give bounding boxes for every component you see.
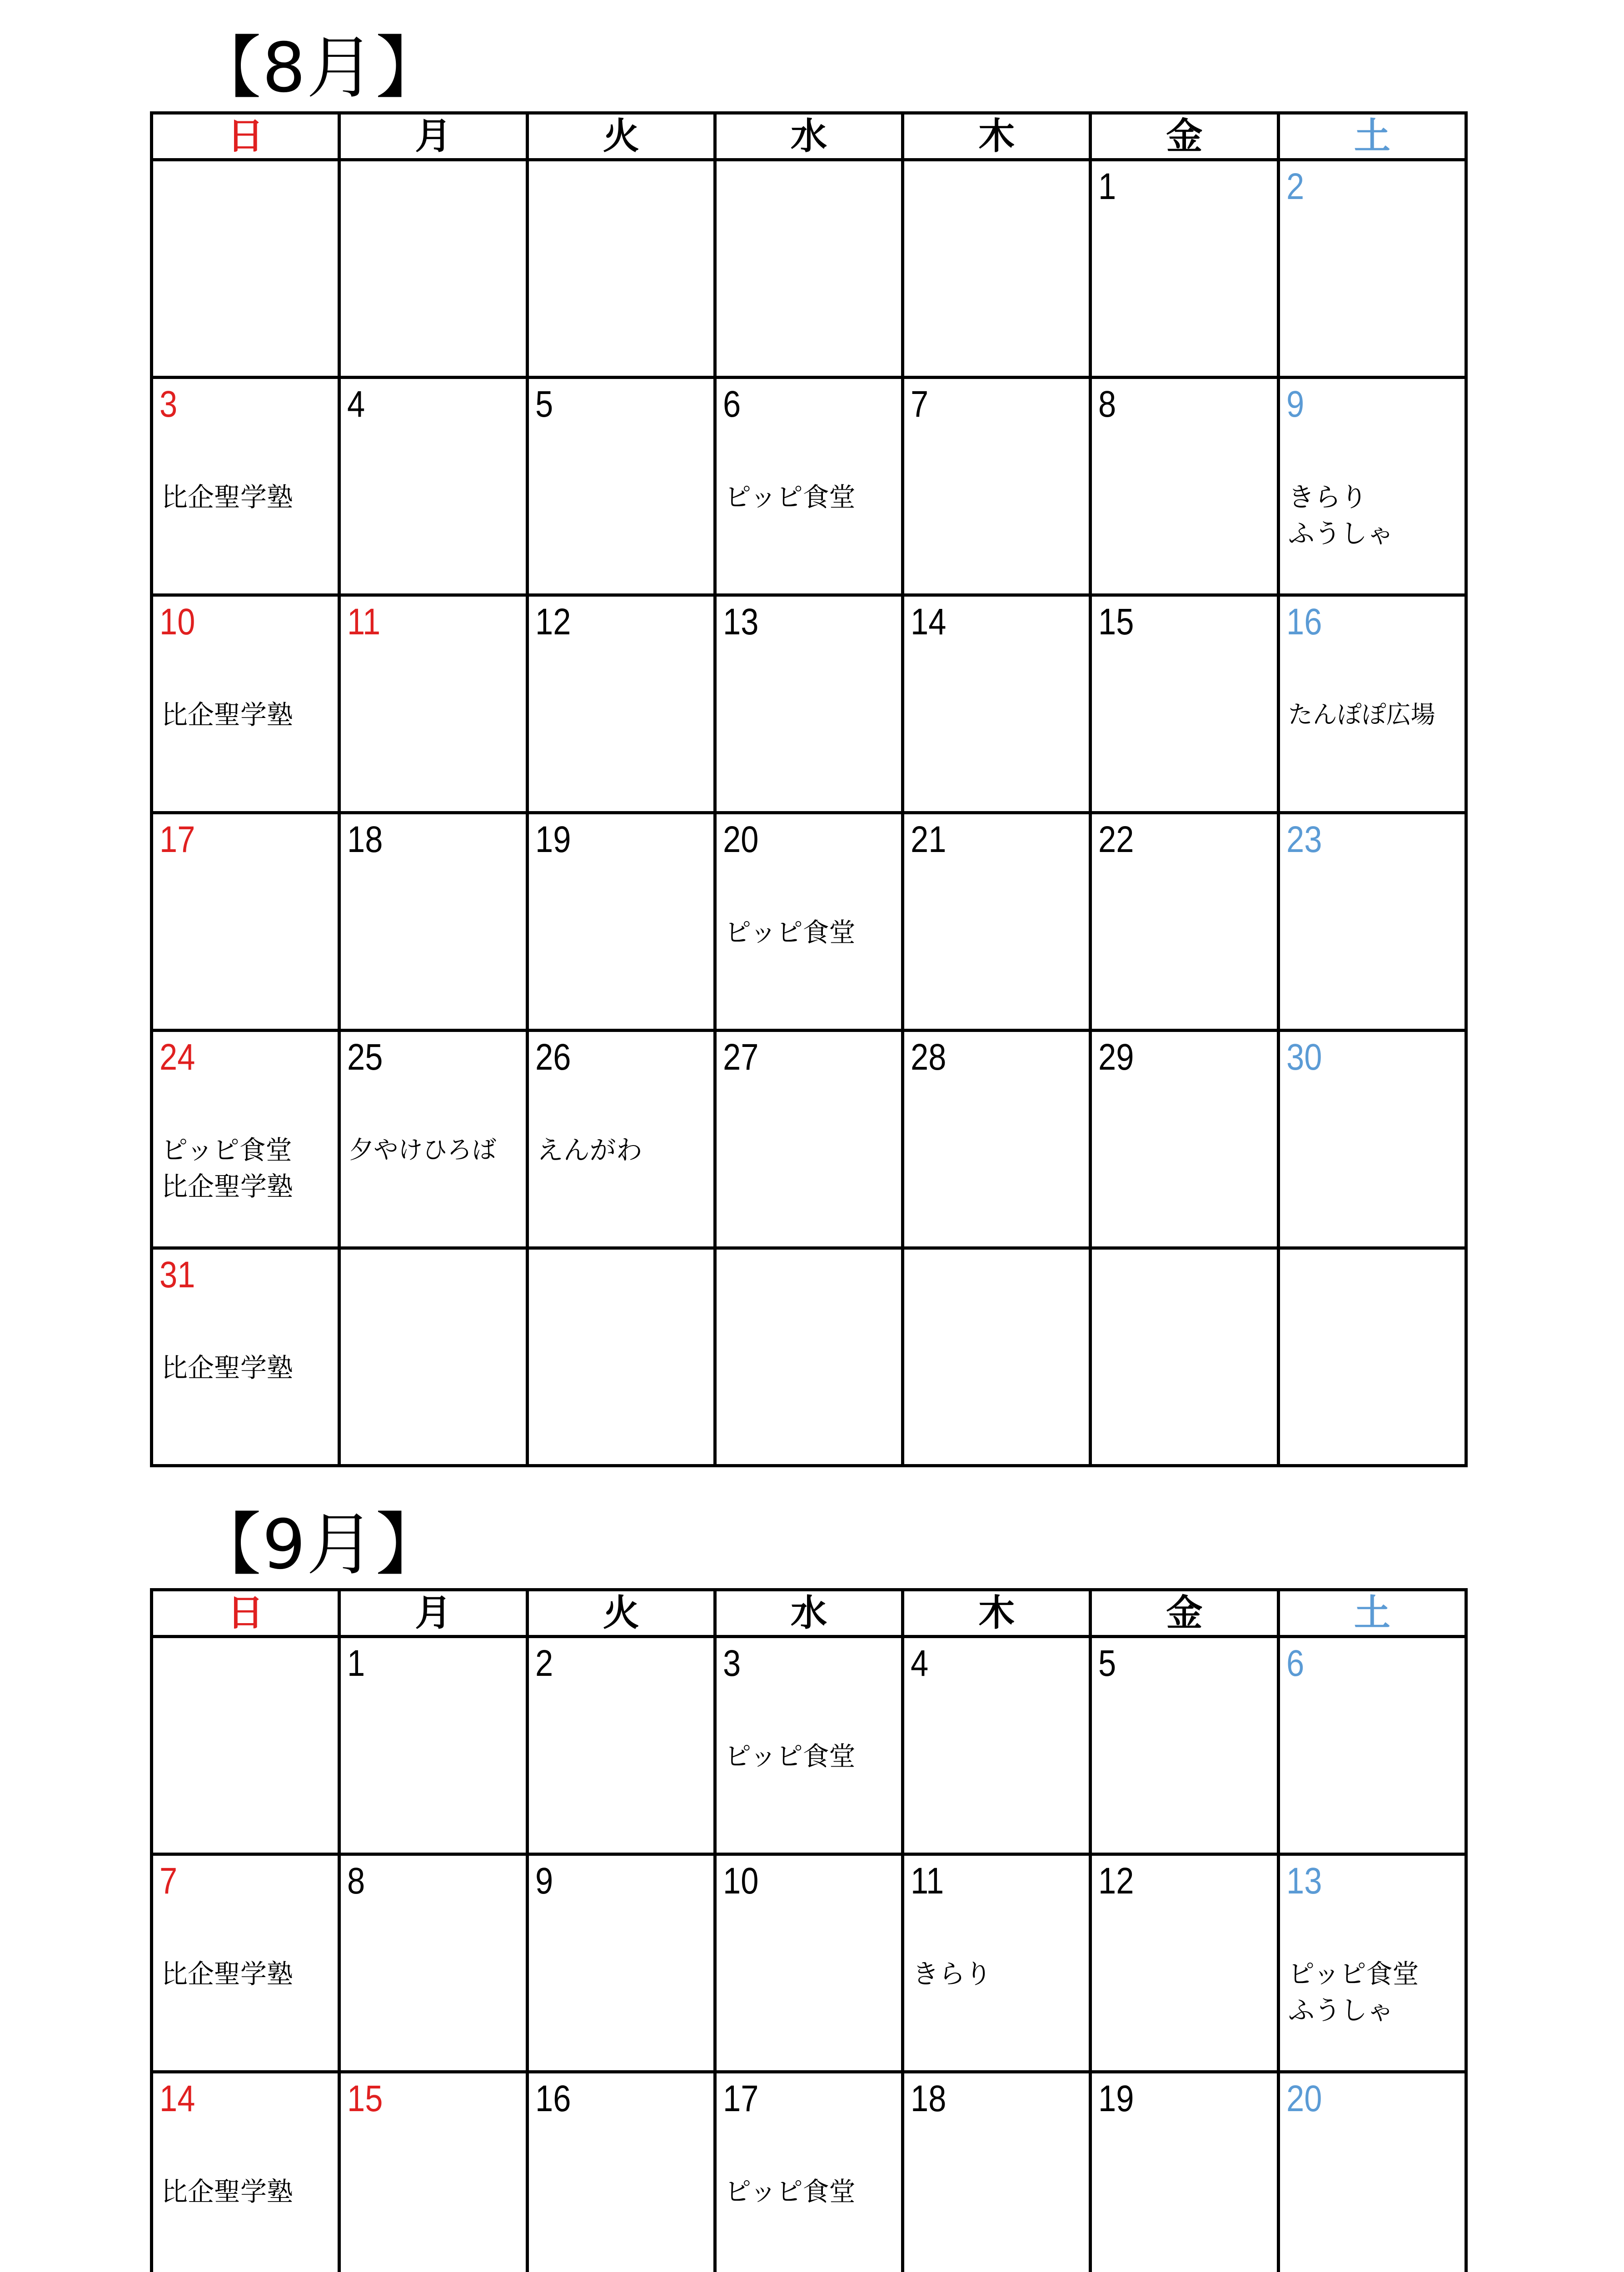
day-cell — [152, 160, 339, 378]
event-label: ふうしゃ — [1288, 518, 1394, 549]
day-number: 31 — [159, 1254, 195, 1295]
event-label: きらり — [1288, 482, 1367, 513]
day-cell — [527, 1248, 715, 1466]
day-cell — [152, 2072, 339, 2272]
day-cell — [527, 595, 715, 813]
day-cell — [715, 1248, 902, 1466]
week-row — [152, 595, 1466, 813]
weekday-fri: 金 — [1091, 1590, 1278, 1637]
event-list — [725, 914, 898, 951]
day-number: 7 — [159, 1860, 178, 1902]
day-number: 26 — [535, 1036, 571, 1078]
event-list — [725, 2173, 898, 2210]
event-label: えんがわ — [537, 1135, 643, 1166]
day-number: 12 — [535, 601, 571, 643]
week-row — [152, 1854, 1466, 2072]
event-list — [725, 1738, 898, 1774]
day-cell — [1091, 160, 1278, 378]
weekday-sun: 日 — [152, 1590, 339, 1637]
weekday-sat: 土 — [1278, 113, 1466, 160]
day-cell — [152, 1854, 339, 2072]
day-number: 8 — [347, 1860, 365, 1902]
event-label: 比企聖学塾 — [161, 1958, 294, 1989]
day-cell — [715, 813, 902, 1031]
event-list — [161, 697, 335, 733]
day-number: 1 — [1098, 166, 1116, 207]
day-cell — [152, 595, 339, 813]
weekday-wed: 水 — [715, 1590, 902, 1637]
day-number: 10 — [722, 1860, 759, 1902]
event-label: 比企聖学塾 — [161, 482, 294, 513]
week-row — [152, 1248, 1466, 1466]
day-cell — [1278, 2072, 1466, 2272]
event-label: ピッピ食堂 — [724, 2176, 856, 2207]
day-cell — [1278, 1854, 1466, 2072]
day-number: 4 — [347, 384, 365, 425]
day-cell — [1278, 1637, 1466, 1854]
day-cell — [339, 595, 527, 813]
day-cell — [339, 2072, 527, 2272]
week-row — [152, 1031, 1466, 1248]
event-label: きらり — [912, 1958, 992, 1989]
event-label: 夕やけひろば — [349, 1136, 497, 1164]
event-label: ピッピ食堂 — [724, 482, 856, 513]
day-cell — [527, 1637, 715, 1854]
event-list — [161, 479, 335, 515]
weekday-thu: 木 — [903, 113, 1091, 160]
day-cell — [903, 1854, 1091, 2072]
day-number: 3 — [159, 384, 178, 425]
day-cell — [152, 1031, 339, 1248]
day-cell — [903, 1637, 1091, 1854]
event-list — [725, 479, 898, 515]
day-cell — [1278, 813, 1466, 1031]
weekday-tue: 火 — [527, 1590, 715, 1637]
day-cell — [715, 1637, 902, 1854]
weekday-tue: 火 — [527, 113, 715, 160]
day-number: 3 — [722, 1643, 741, 1684]
day-cell — [715, 2072, 902, 2272]
event-list — [1288, 697, 1462, 733]
day-cell — [1091, 1854, 1278, 2072]
weekday-thu: 木 — [903, 1590, 1091, 1637]
day-cell — [1091, 813, 1278, 1031]
day-cell — [339, 160, 527, 378]
day-number: 6 — [1286, 1643, 1304, 1684]
day-cell — [903, 813, 1091, 1031]
week-row — [152, 1637, 1466, 1854]
day-cell — [152, 1248, 339, 1466]
day-cell — [339, 1854, 527, 2072]
day-cell — [339, 1031, 527, 1248]
event-label: ふうしゃ — [1288, 1995, 1394, 2026]
day-number: 16 — [1286, 601, 1322, 643]
event-label: ピッピ食堂 — [724, 1741, 856, 1772]
day-number: 13 — [722, 601, 759, 643]
weekday-mon: 月 — [339, 113, 527, 160]
day-cell — [339, 1248, 527, 1466]
day-cell — [527, 1031, 715, 1248]
day-number: 1 — [347, 1643, 365, 1684]
day-cell — [1278, 160, 1466, 378]
day-cell — [339, 813, 527, 1031]
weekday-mon: 月 — [339, 1590, 527, 1637]
day-number: 29 — [1098, 1036, 1134, 1078]
event-list — [912, 1956, 1086, 1992]
day-cell — [715, 1854, 902, 2072]
day-number: 18 — [347, 819, 383, 860]
weekday-sun: 日 — [152, 113, 339, 160]
day-number: 4 — [911, 1643, 929, 1684]
event-list — [161, 1956, 335, 1992]
day-cell — [1091, 1637, 1278, 1854]
day-number: 21 — [911, 819, 947, 860]
day-number: 28 — [911, 1036, 947, 1078]
day-number: 23 — [1286, 819, 1322, 860]
day-cell — [903, 1031, 1091, 1248]
day-number: 5 — [1098, 1643, 1116, 1684]
day-number: 18 — [911, 2078, 947, 2119]
day-cell — [1278, 1031, 1466, 1248]
day-number: 5 — [535, 384, 553, 425]
day-cell — [339, 378, 527, 595]
day-cell — [1091, 378, 1278, 595]
day-cell — [715, 595, 902, 813]
day-number: 27 — [722, 1036, 759, 1078]
day-number: 11 — [347, 601, 381, 643]
day-cell — [527, 1854, 715, 2072]
event-label: ピッピ食堂 — [1288, 1958, 1419, 1989]
month-title: 【8月】 — [193, 29, 445, 108]
day-cell — [527, 378, 715, 595]
day-number: 6 — [722, 384, 741, 425]
day-number: 2 — [1286, 166, 1304, 207]
day-number: 20 — [722, 819, 759, 860]
day-cell — [903, 1248, 1091, 1466]
day-cell — [152, 378, 339, 595]
week-row — [152, 813, 1466, 1031]
day-number: 8 — [1098, 384, 1116, 425]
weekday-fri: 金 — [1091, 113, 1278, 160]
weekday-header-row — [152, 1590, 1466, 1637]
week-row — [152, 160, 1466, 378]
day-cell — [1091, 1248, 1278, 1466]
day-cell — [903, 378, 1091, 595]
day-cell — [715, 378, 902, 595]
day-number: 11 — [911, 1860, 944, 1902]
day-number: 14 — [159, 2078, 195, 2119]
week-row — [152, 378, 1466, 595]
day-cell — [903, 2072, 1091, 2272]
day-cell — [903, 595, 1091, 813]
day-number: 24 — [159, 1036, 195, 1078]
day-cell — [1278, 595, 1466, 813]
event-list — [161, 1350, 335, 1386]
day-number: 7 — [911, 384, 929, 425]
event-list — [161, 2173, 335, 2210]
calendar-september — [150, 1505, 1468, 2272]
day-number: 19 — [1098, 2078, 1134, 2119]
day-cell — [715, 1031, 902, 1248]
event-list — [349, 1132, 523, 1168]
event-label: たんぽぽ広場 — [1288, 700, 1435, 729]
event-list — [161, 1132, 335, 1205]
calendar-grid — [150, 111, 1468, 1467]
day-number: 10 — [159, 601, 195, 643]
day-cell — [152, 1637, 339, 1854]
day-number: 15 — [347, 2078, 383, 2119]
day-number: 9 — [535, 1860, 553, 1902]
day-number: 30 — [1286, 1036, 1322, 1078]
day-cell — [715, 160, 902, 378]
day-cell — [1278, 378, 1466, 595]
weekday-wed: 水 — [715, 113, 902, 160]
event-list — [1288, 1956, 1462, 2028]
day-number: 12 — [1098, 1860, 1134, 1902]
event-label: 比企聖学塾 — [161, 1352, 294, 1383]
day-number: 22 — [1098, 819, 1134, 860]
event-label: 比企聖学塾 — [161, 1171, 294, 1202]
day-cell — [1091, 2072, 1278, 2272]
day-cell — [1091, 1031, 1278, 1248]
event-label: 比企聖学塾 — [161, 2176, 294, 2207]
day-cell — [903, 160, 1091, 378]
day-number: 2 — [535, 1643, 553, 1684]
day-cell — [527, 813, 715, 1031]
day-number: 20 — [1286, 2078, 1322, 2119]
calendar-august — [150, 29, 1468, 1467]
weekday-sat: 土 — [1278, 1590, 1466, 1637]
day-number: 13 — [1286, 1860, 1322, 1902]
day-cell — [1278, 1248, 1466, 1466]
event-list — [1288, 479, 1462, 552]
day-number: 9 — [1286, 384, 1304, 425]
day-number: 25 — [347, 1036, 383, 1078]
event-label: ピッピ食堂 — [161, 1135, 292, 1166]
day-number: 17 — [722, 2078, 759, 2119]
event-list — [537, 1132, 711, 1168]
day-cell — [527, 2072, 715, 2272]
day-number: 16 — [535, 2078, 571, 2119]
weekday-header-row — [152, 113, 1466, 160]
event-label: ピッピ食堂 — [724, 917, 856, 948]
day-number: 19 — [535, 819, 571, 860]
month-title: 【9月】 — [193, 1505, 445, 1584]
day-cell — [152, 813, 339, 1031]
day-cell — [339, 1637, 527, 1854]
day-number: 15 — [1098, 601, 1134, 643]
day-cell — [1091, 595, 1278, 813]
day-number: 17 — [159, 819, 195, 860]
event-label: 比企聖学塾 — [161, 699, 294, 730]
day-cell — [527, 160, 715, 378]
week-row — [152, 2072, 1466, 2272]
calendar-grid — [150, 1588, 1468, 2272]
day-number: 14 — [911, 601, 947, 643]
